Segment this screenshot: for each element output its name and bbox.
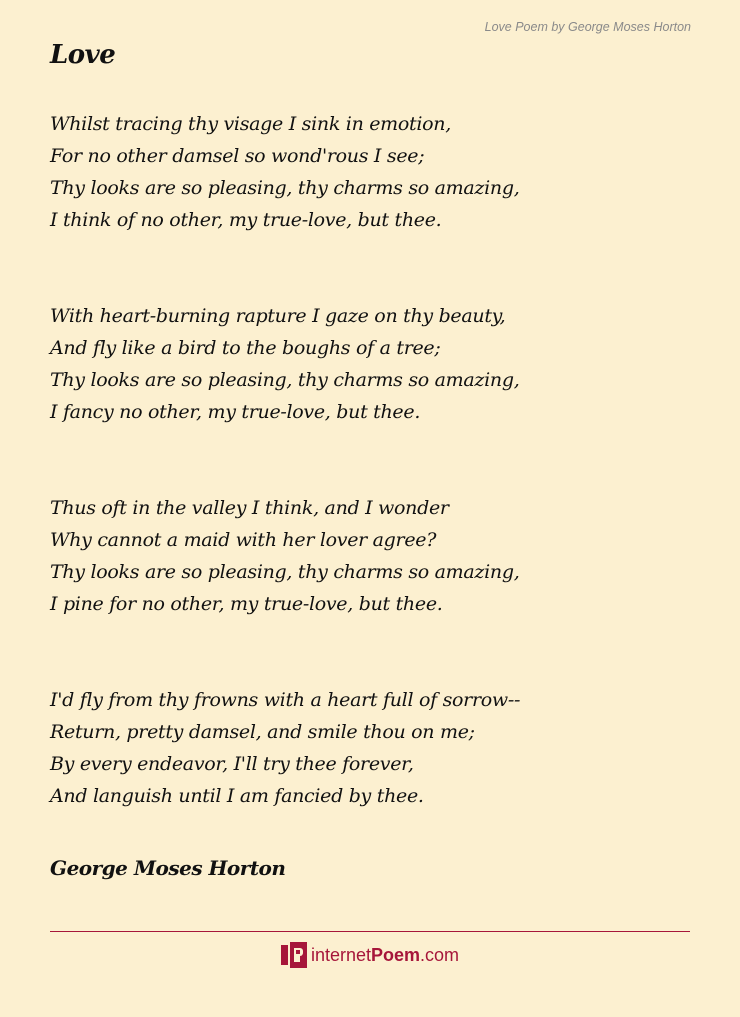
poem-author: George Moses Horton — [50, 856, 286, 880]
brand-name — [311, 945, 459, 966]
poem-line: Whilst tracing thy visage I sink in emotion, — [50, 113, 451, 135]
poem-body — [50, 108, 690, 876]
poem-line: For no other damsel so wond'rous I see; — [50, 145, 425, 167]
poem-line: Thy looks are so pleasing, thy charms so amazing, — [50, 177, 520, 199]
stanza-4 — [50, 684, 690, 812]
poem-line: I fancy no other, my true-love, but thee. — [50, 401, 421, 423]
poem-line: I'd fly from thy frowns with a heart full of sorrow-- — [50, 689, 521, 711]
poem-line: And fly like a bird to the boughs of a tree; — [50, 337, 441, 359]
poem-line: Thy looks are so pleasing, thy charms so amazing, — [50, 369, 520, 391]
poem-line: And languish until I am fancied by thee. — [50, 785, 424, 807]
internetpoem-logo-icon — [281, 942, 307, 968]
brand-bold: Poem — [371, 944, 421, 965]
stanza-1 — [50, 108, 690, 236]
stanza-3 — [50, 492, 690, 620]
poem-line: Why cannot a maid with her lover agree? — [50, 529, 437, 551]
brand-prefix: internet — [310, 944, 371, 965]
footer-divider — [50, 931, 690, 932]
brand-suffix: .com — [420, 944, 460, 965]
poem-line: I think of no other, my true-love, but thee. — [50, 209, 442, 231]
poem-line: Return, pretty damsel, and smile thou on me; — [50, 721, 475, 743]
footer-brand-link[interactable] — [0, 942, 740, 968]
header-credit: Love Poem by George Moses Horton — [484, 20, 691, 34]
poem-line: Thus oft in the valley I think, and I wonder — [50, 497, 449, 519]
poem-line: By every endeavor, I'll try thee forever, — [50, 753, 414, 775]
poem-line: Thy looks are so pleasing, thy charms so amazing, — [50, 561, 520, 583]
poem-line: I pine for no other, my true-love, but thee. — [50, 593, 443, 615]
poem-title: Love — [50, 40, 116, 70]
poem-line: With heart-burning rapture I gaze on thy beauty, — [50, 305, 506, 327]
stanza-2 — [50, 300, 690, 428]
